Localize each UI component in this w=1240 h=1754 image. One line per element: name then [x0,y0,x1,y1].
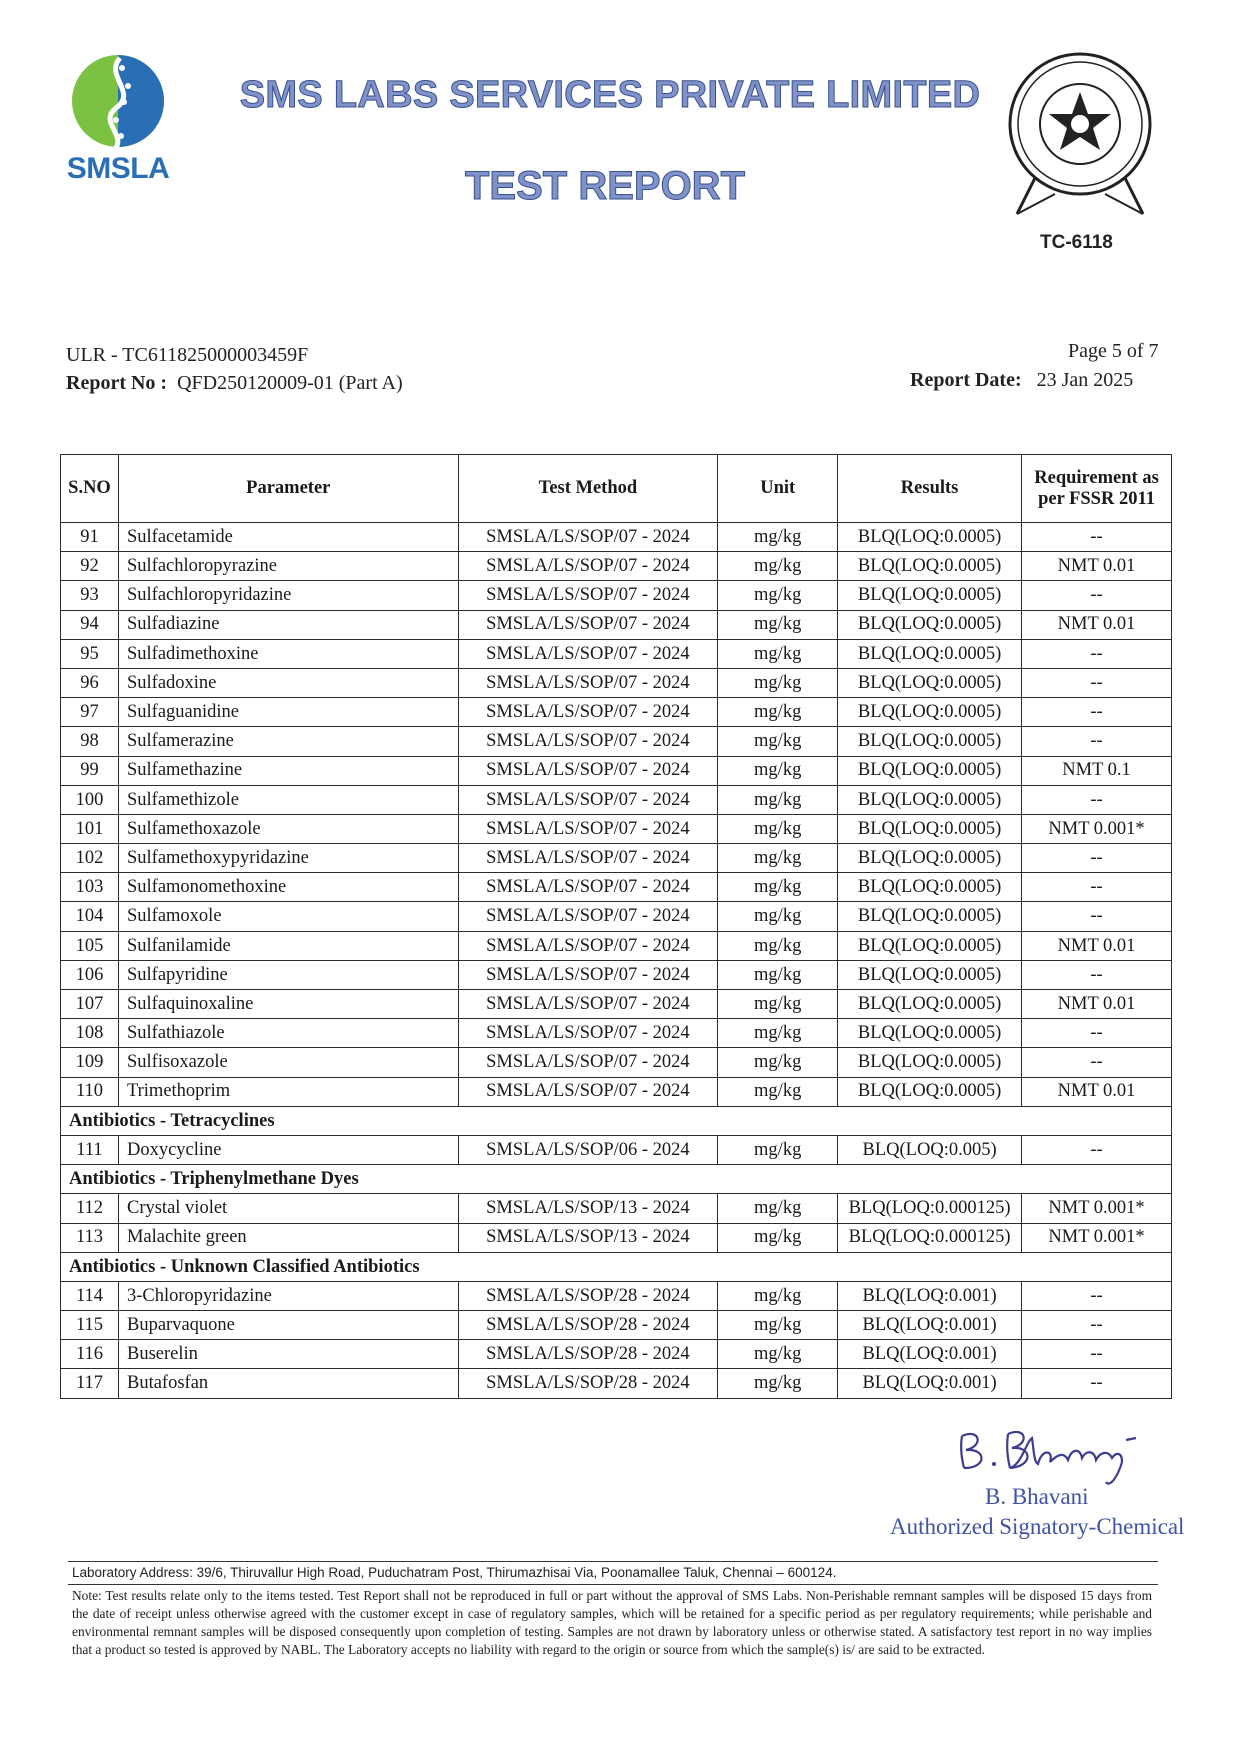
test-method-cell: SMSLA/LS/SOP/07 - 2024 [458,785,718,814]
report-number: QFD250120009-01 (Part A) [177,372,403,394]
parameter-cell: Sulfamethoxazole [118,814,458,843]
sno-cell: 102 [61,844,119,873]
sno-cell: 95 [61,639,119,668]
result-cell: BLQ(LOQ:0.0005) [838,814,1022,843]
sno-cell: 114 [61,1281,119,1310]
parameter-cell: Sulfamethizole [118,785,458,814]
requirement-cell: -- [1022,698,1172,727]
sno-cell: 94 [61,610,119,639]
sno-cell: 97 [61,698,119,727]
table-row [61,610,1172,639]
result-cell: BLQ(LOQ:0.000125) [838,1194,1022,1223]
result-cell: BLQ(LOQ:0.0005) [838,902,1022,931]
unit-cell: mg/kg [718,581,838,610]
table-row [61,727,1172,756]
unit-cell: mg/kg [718,1340,838,1369]
requirement-cell: -- [1022,727,1172,756]
parameter-cell: Sulfapyridine [118,960,458,989]
unit-cell: mg/kg [718,814,838,843]
document-title: TEST REPORT [464,164,746,208]
report-number-label: Report No : [66,372,168,394]
sno-cell: 111 [61,1135,119,1164]
parameter-cell: Sulfathiazole [118,1019,458,1048]
parameter-cell: Sulfamonomethoxine [118,873,458,902]
unit-cell: mg/kg [718,902,838,931]
signatory-name: B. Bhavani [985,1484,1089,1509]
requirement-cell: NMT 0.01 [1022,931,1172,960]
logo-text: SMSLA [66,152,170,185]
table-group-row [61,1106,1172,1135]
requirement-cell: NMT 0.01 [1022,552,1172,581]
parameter-cell: Sulfanilamide [118,931,458,960]
requirement-cell: -- [1022,1135,1172,1164]
test-method-cell: SMSLA/LS/SOP/28 - 2024 [458,1340,718,1369]
report-date: 23 Jan 2025 [1036,369,1134,391]
requirement-cell: -- [1022,1311,1172,1340]
table-row [61,1019,1172,1048]
table-row [61,698,1172,727]
test-method-cell: SMSLA/LS/SOP/06 - 2024 [458,1135,718,1164]
table-row [61,1311,1172,1340]
results-table [60,454,1172,1399]
requirement-cell: -- [1022,1281,1172,1310]
result-cell: BLQ(LOQ:0.0005) [838,727,1022,756]
result-cell: BLQ(LOQ:0.0005) [838,668,1022,697]
test-method-cell: SMSLA/LS/SOP/07 - 2024 [458,668,718,697]
table-row [61,1077,1172,1106]
result-cell: BLQ(LOQ:0.0005) [838,785,1022,814]
test-method-cell: SMSLA/LS/SOP/07 - 2024 [458,1019,718,1048]
table-row [61,552,1172,581]
nabl-seal-icon [995,46,1165,221]
requirement-cell: -- [1022,639,1172,668]
unit-cell: mg/kg [718,1369,838,1398]
signature-mark [950,1418,1170,1493]
table-row [61,1223,1172,1252]
table-row [61,990,1172,1019]
parameter-cell: Sulfachloropyrazine [118,552,458,581]
parameter-cell: Buserelin [118,1340,458,1369]
ulr-number: ULR - TC611825000003459F [66,344,309,366]
col-header-test-method: Test Method [458,455,718,523]
col-header-sno: S.NO [61,455,119,523]
test-method-cell: SMSLA/LS/SOP/28 - 2024 [458,1281,718,1310]
footer-divider [68,1561,1158,1562]
test-method-cell: SMSLA/LS/SOP/07 - 2024 [458,814,718,843]
sno-cell: 110 [61,1077,119,1106]
table-row [61,1281,1172,1310]
sno-cell: 113 [61,1223,119,1252]
requirement-cell: -- [1022,1019,1172,1048]
sno-cell: 105 [61,931,119,960]
sno-cell: 100 [61,785,119,814]
sno-cell: 96 [61,668,119,697]
table-row [61,756,1172,785]
table-row [61,931,1172,960]
result-cell: BLQ(LOQ:0.0005) [838,1048,1022,1077]
unit-cell: mg/kg [718,698,838,727]
table-row [61,639,1172,668]
parameter-cell: Sulfaquinoxaline [118,990,458,1019]
result-cell: BLQ(LOQ:0.0005) [838,844,1022,873]
unit-cell: mg/kg [718,873,838,902]
parameter-cell: Malachite green [118,1223,458,1252]
unit-cell: mg/kg [718,1048,838,1077]
table-row [61,1135,1172,1164]
table-row [61,873,1172,902]
requirement-cell: -- [1022,960,1172,989]
signatory-title: Authorized Signatory-Chemical [890,1514,1185,1539]
result-cell: BLQ(LOQ:0.001) [838,1369,1022,1398]
requirement-cell: NMT 0.01 [1022,610,1172,639]
parameter-cell: Sulfachloropyridazine [118,581,458,610]
unit-cell: mg/kg [718,1311,838,1340]
result-cell: BLQ(LOQ:0.0005) [838,581,1022,610]
result-cell: BLQ(LOQ:0.0005) [838,523,1022,552]
unit-cell: mg/kg [718,1194,838,1223]
requirement-cell: -- [1022,1048,1172,1077]
test-method-cell: SMSLA/LS/SOP/07 - 2024 [458,756,718,785]
unit-cell: mg/kg [718,1077,838,1106]
parameter-cell: Sulfadoxine [118,668,458,697]
result-cell: BLQ(LOQ:0.0005) [838,873,1022,902]
requirement-cell: NMT 0.001* [1022,1223,1172,1252]
result-cell: BLQ(LOQ:0.0005) [838,756,1022,785]
requirement-cell: NMT 0.001* [1022,1194,1172,1223]
table-row [61,1194,1172,1223]
unit-cell: mg/kg [718,639,838,668]
result-cell: BLQ(LOQ:0.001) [838,1340,1022,1369]
parameter-cell: Sulfadiazine [118,610,458,639]
test-method-cell: SMSLA/LS/SOP/07 - 2024 [458,610,718,639]
table-row [61,785,1172,814]
requirement-cell: -- [1022,581,1172,610]
test-method-cell: SMSLA/LS/SOP/07 - 2024 [458,1077,718,1106]
result-cell: BLQ(LOQ:0.0005) [838,960,1022,989]
unit-cell: mg/kg [718,1135,838,1164]
unit-cell: mg/kg [718,668,838,697]
requirement-cell: -- [1022,1369,1172,1398]
table-body [61,523,1172,1399]
test-method-cell: SMSLA/LS/SOP/07 - 2024 [458,639,718,668]
sno-cell: 104 [61,902,119,931]
footer-divider [68,1584,1158,1585]
sno-cell: 98 [61,727,119,756]
result-cell: BLQ(LOQ:0.0005) [838,990,1022,1019]
test-method-cell: SMSLA/LS/SOP/07 - 2024 [458,902,718,931]
group-label: Antibiotics - Triphenylmethane Dyes [61,1165,1172,1194]
accreditation-number: TC-6118 [1040,232,1113,253]
test-method-cell: SMSLA/LS/SOP/07 - 2024 [458,552,718,581]
test-method-cell: SMSLA/LS/SOP/07 - 2024 [458,873,718,902]
test-method-cell: SMSLA/LS/SOP/28 - 2024 [458,1311,718,1340]
unit-cell: mg/kg [718,552,838,581]
sno-cell: 109 [61,1048,119,1077]
parameter-cell: 3-Chloropyridazine [118,1281,458,1310]
result-cell: BLQ(LOQ:0.0005) [838,1019,1022,1048]
parameter-cell: Sulfamoxole [118,902,458,931]
result-cell: BLQ(LOQ:0.001) [838,1281,1022,1310]
result-cell: BLQ(LOQ:0.0005) [838,610,1022,639]
parameter-cell: Sulfamerazine [118,727,458,756]
sno-cell: 99 [61,756,119,785]
unit-cell: mg/kg [718,785,838,814]
test-method-cell: SMSLA/LS/SOP/07 - 2024 [458,581,718,610]
parameter-cell: Sulfamethazine [118,756,458,785]
parameter-cell: Buparvaquone [118,1311,458,1340]
report-date-line [910,369,1133,392]
unit-cell: mg/kg [718,844,838,873]
requirement-cell: NMT 0.1 [1022,756,1172,785]
laboratory-address: Laboratory Address: 39/6, Thiruvallur High Road, Puduchatram Post, Thirumazhisai Via, Poonamallee Taluk, Chennai – 600124. [72,1565,837,1580]
requirement-cell: NMT 0.001* [1022,814,1172,843]
sno-cell: 103 [61,873,119,902]
table-row [61,960,1172,989]
col-header-requirement: Requirement as per FSSR 2011 [1022,455,1172,523]
result-cell: BLQ(LOQ:0.005) [838,1135,1022,1164]
sno-cell: 115 [61,1311,119,1340]
result-cell: BLQ(LOQ:0.0005) [838,931,1022,960]
requirement-cell: -- [1022,873,1172,902]
unit-cell: mg/kg [718,610,838,639]
disclaimer-note: Note: Test results relate only to the items tested. Test Report shall not be reproduced in full or part without the approval of SMS Labs. Non-Perishable remnant samples will be disposed 15 days from the date of receipt unless otherwise agreed with the customer except in case of regulatory samples, which will be retained for a specific period as per regulatory requirements; while perishable and environmental remnant samples will be disposed consequently upon completion of testing. Samples are not drawn by laboratory unless or otherwise stated. A satisfactory test report in no way implies that a product so tested is approved by NABL. The Laboratory accepts no liability with regard to the origin or source from which the sample(s) is/ are said to be extracted. [72,1588,1152,1657]
parameter-cell: Sulfisoxazole [118,1048,458,1077]
table-row [61,1048,1172,1077]
parameter-cell: Doxycycline [118,1135,458,1164]
group-label: Antibiotics - Tetracyclines [61,1106,1172,1135]
result-cell: BLQ(LOQ:0.001) [838,1311,1022,1340]
test-method-cell: SMSLA/LS/SOP/13 - 2024 [458,1194,718,1223]
report-date-label: Report Date: [910,369,1022,391]
result-cell: BLQ(LOQ:0.0005) [838,552,1022,581]
parameter-cell: Butafosfan [118,1369,458,1398]
table-row [61,844,1172,873]
unit-cell: mg/kg [718,1019,838,1048]
sno-cell: 108 [61,1019,119,1048]
parameter-cell: Sulfadimethoxine [118,639,458,668]
sno-cell: 106 [61,960,119,989]
table-row [61,814,1172,843]
parameter-cell: Trimethoprim [118,1077,458,1106]
test-method-cell: SMSLA/LS/SOP/13 - 2024 [458,1223,718,1252]
test-method-cell: SMSLA/LS/SOP/07 - 2024 [458,844,718,873]
report-number-line [66,372,403,395]
unit-cell: mg/kg [718,756,838,785]
table-row [61,668,1172,697]
test-method-cell: SMSLA/LS/SOP/28 - 2024 [458,1369,718,1398]
table-row [61,523,1172,552]
unit-cell: mg/kg [718,960,838,989]
unit-cell: mg/kg [718,727,838,756]
company-name: SMS LABS SERVICES PRIVATE LIMITED [239,74,981,116]
table-row [61,1340,1172,1369]
requirement-cell: -- [1022,785,1172,814]
table-row [61,902,1172,931]
test-method-cell: SMSLA/LS/SOP/07 - 2024 [458,523,718,552]
test-method-cell: SMSLA/LS/SOP/07 - 2024 [458,960,718,989]
col-header-results: Results [838,455,1022,523]
table-header-row [61,455,1172,523]
requirement-cell: -- [1022,1340,1172,1369]
result-cell: BLQ(LOQ:0.0005) [838,639,1022,668]
test-method-cell: SMSLA/LS/SOP/07 - 2024 [458,698,718,727]
page-number: Page 5 of 7 [1068,340,1159,362]
sno-cell: 107 [61,990,119,1019]
test-method-cell: SMSLA/LS/SOP/07 - 2024 [458,990,718,1019]
sno-cell: 93 [61,581,119,610]
group-label: Antibiotics - Unknown Classified Antibiotics [61,1252,1172,1281]
unit-cell: mg/kg [718,931,838,960]
parameter-cell: Sulfacetamide [118,523,458,552]
unit-cell: mg/kg [718,1223,838,1252]
parameter-cell: Sulfamethoxypyridazine [118,844,458,873]
sno-cell: 116 [61,1340,119,1369]
parameter-cell: Sulfaguanidine [118,698,458,727]
result-cell: BLQ(LOQ:0.000125) [838,1223,1022,1252]
parameter-cell: Crystal violet [118,1194,458,1223]
table-group-row [61,1165,1172,1194]
sno-cell: 101 [61,814,119,843]
col-header-parameter: Parameter [118,455,458,523]
table-group-row [61,1252,1172,1281]
requirement-cell: -- [1022,668,1172,697]
test-method-cell: SMSLA/LS/SOP/07 - 2024 [458,727,718,756]
table-row [61,581,1172,610]
sno-cell: 91 [61,523,119,552]
requirement-cell: NMT 0.01 [1022,1077,1172,1106]
test-method-cell: SMSLA/LS/SOP/07 - 2024 [458,1048,718,1077]
requirement-cell: NMT 0.01 [1022,990,1172,1019]
col-header-unit: Unit [718,455,838,523]
unit-cell: mg/kg [718,1281,838,1310]
result-cell: BLQ(LOQ:0.0005) [838,1077,1022,1106]
unit-cell: mg/kg [718,523,838,552]
unit-cell: mg/kg [718,990,838,1019]
requirement-cell: -- [1022,844,1172,873]
sno-cell: 117 [61,1369,119,1398]
sno-cell: 112 [61,1194,119,1223]
sno-cell: 92 [61,552,119,581]
requirement-cell: -- [1022,902,1172,931]
requirement-cell: -- [1022,523,1172,552]
result-cell: BLQ(LOQ:0.0005) [838,698,1022,727]
table-row [61,1369,1172,1398]
test-method-cell: SMSLA/LS/SOP/07 - 2024 [458,931,718,960]
